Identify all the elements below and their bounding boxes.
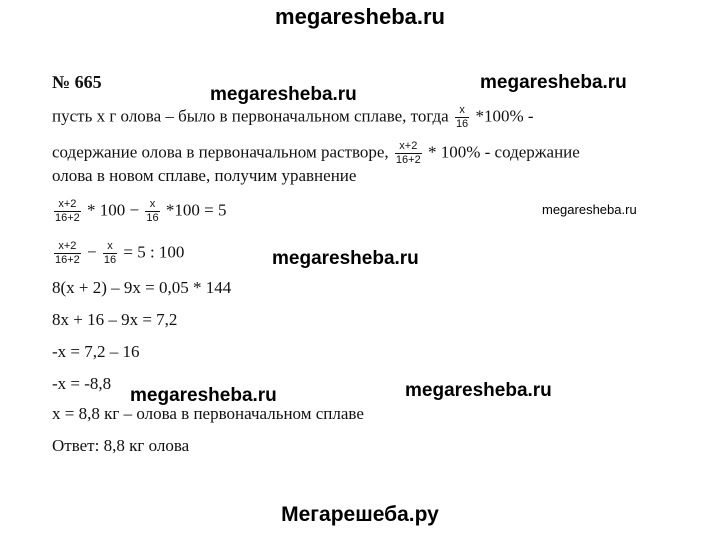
watermark: megaresheba.ru [130, 385, 277, 406]
site-footer: Мегарешеба.ру [281, 503, 439, 526]
fraction-denominator: 16 [146, 212, 159, 224]
equation-text: − [82, 242, 101, 262]
answer-line: Ответ: 8,8 кг олова [52, 436, 190, 455]
watermark: megaresheba.ru [272, 248, 419, 269]
solution-line: олова в новом сплаве, получим уравнение [52, 166, 357, 185]
equation-line: -x = 7,2 – 16 [52, 342, 140, 361]
equation-line: x = 8,8 кг – олова в первоначальном сплаве [52, 404, 364, 423]
problem-number: № 665 [52, 72, 102, 92]
fraction [103, 240, 117, 267]
solution-line [52, 140, 580, 167]
equation-line [52, 240, 184, 267]
watermark: megaresheba.ru [480, 72, 627, 93]
fraction-numerator: x+2 [399, 140, 418, 152]
equation-text: *100 = 5 [161, 200, 227, 220]
fraction [145, 198, 159, 225]
fraction-denominator: 16 [455, 118, 469, 130]
equation-line: 8(x + 2) – 9x = 0,05 * 144 [52, 278, 232, 297]
watermark: megaresheba.ru [405, 380, 552, 401]
fraction-numerator: x [149, 198, 156, 210]
watermark: megaresheba.ru [210, 84, 357, 105]
line-text: *100% - [471, 106, 534, 126]
fraction-denominator: 16 [103, 254, 117, 266]
watermark: megaresheba.ru [542, 202, 637, 217]
fraction-numerator: x+2 [58, 240, 77, 252]
solution-line [52, 104, 534, 131]
line-text: * 100% - содержание [423, 142, 580, 162]
fraction [395, 140, 422, 167]
line-text: содержание олова в первоначальном растворе, [52, 142, 393, 162]
line-text: пусть х г олова – было в первоначальном сплаве, тогда [52, 106, 453, 126]
fraction-denominator: 16+2 [395, 154, 421, 166]
equation-line [52, 198, 226, 225]
fraction-denominator: 16+2 [55, 212, 80, 224]
fraction-denominator: 16+2 [55, 254, 80, 266]
equation-line: 8x + 16 – 9x = 7,2 [52, 310, 178, 329]
fraction-numerator: x [459, 104, 465, 116]
fraction-numerator: x+2 [58, 198, 77, 210]
fraction [54, 240, 81, 267]
fraction [54, 198, 81, 225]
fraction-numerator: x [107, 240, 113, 252]
site-header: megaresheba.ru [275, 4, 445, 29]
equation-text: = 5 : 100 [119, 242, 185, 262]
fraction [455, 104, 469, 131]
equation-text: * 100 − [82, 200, 144, 220]
equation-line: -x = -8,8 [52, 374, 112, 393]
